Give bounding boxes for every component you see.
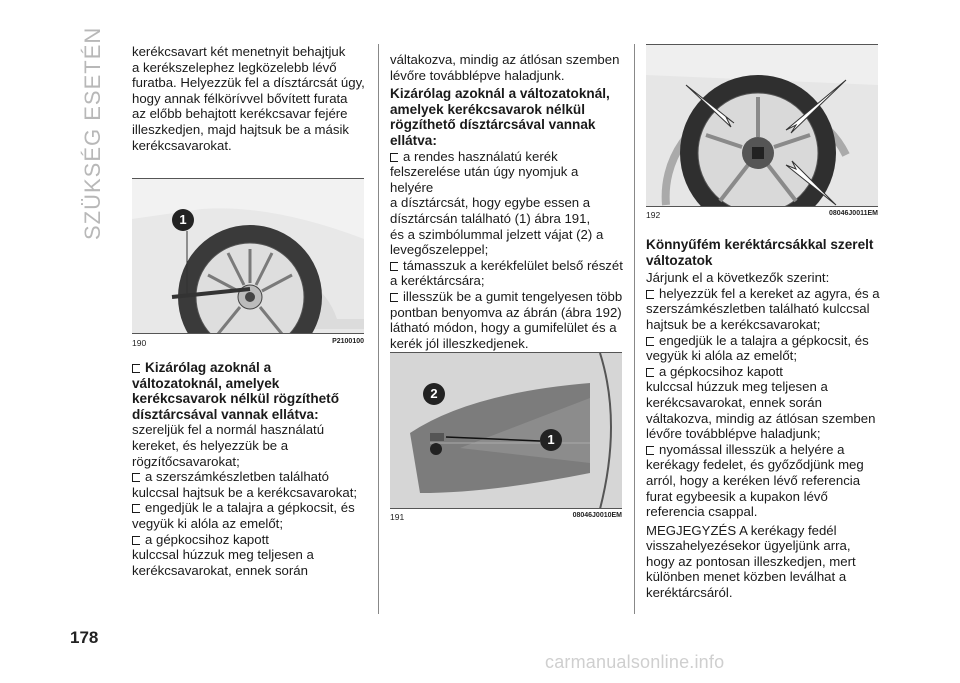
line-text: szerszámkészletben található kulccsal xyxy=(646,301,870,317)
text-line xyxy=(646,504,882,520)
line-text: kulccsal húzzuk meg teljesen a xyxy=(132,547,314,563)
line-text: pontban benyomva az ábrán (ábra 192) xyxy=(390,304,622,320)
line-text: és a szimbólummal jelzett vájat (2) a xyxy=(390,226,604,242)
line-text: Járjunk el a következők szerint: xyxy=(646,270,830,286)
intro-line: furatba. Helyezzük fel a dísztárcsát úgy, xyxy=(132,75,365,91)
bullet-item xyxy=(132,469,367,485)
bullet-item xyxy=(646,286,882,302)
line-text: a szerszámkészletben található xyxy=(145,469,329,485)
bullet-icon xyxy=(646,446,654,455)
line-text: kereket, és helyezzük be a xyxy=(132,437,289,453)
figure-192-caption xyxy=(646,210,878,220)
line-text: a gépkocsihoz kapott xyxy=(145,531,269,547)
column-divider-2 xyxy=(634,44,635,614)
alloy-wheel-illustration xyxy=(646,45,878,207)
line-text: engedjük le a talajra a gépkocsit, és xyxy=(659,332,869,348)
line-text: a keréktárcsára; xyxy=(390,273,485,289)
bullet-item xyxy=(646,333,882,349)
text-line xyxy=(390,305,625,321)
section-heading-text: változatok xyxy=(646,252,713,268)
bullet-icon xyxy=(646,337,654,346)
text-line xyxy=(646,301,882,317)
text-line xyxy=(646,457,882,473)
text-line xyxy=(132,422,367,438)
intro-line: váltakozva, mindig az átlósan szemben xyxy=(390,52,620,67)
line-text: referencia csappal. xyxy=(646,504,758,520)
figure-190 xyxy=(132,178,364,334)
text-line xyxy=(390,273,625,289)
text-line xyxy=(646,379,882,395)
side-title-text: SZÜKSÉG ESETÉN xyxy=(80,26,105,240)
bullet-item xyxy=(646,364,882,380)
bullet-item xyxy=(390,289,625,305)
section-heading xyxy=(646,253,882,269)
section-heading-text: kerékcsavarok nélkül rögzíthető xyxy=(132,391,340,407)
line-text: látható módon, hogy a gumifelület és a xyxy=(390,320,617,336)
line-text: kulccsal hajtsuk be a kerékcsavarokat; xyxy=(132,484,358,500)
text-line xyxy=(390,164,625,195)
line-text: nyomással illesszük a helyére a xyxy=(659,441,845,457)
section-heading-text: Könnyűfém keréktárcsákkal szerelt xyxy=(646,237,874,252)
tire-valve-illustration xyxy=(390,353,622,509)
col1-intro xyxy=(132,44,367,153)
callout-2: 2 xyxy=(423,383,445,405)
page-number: 178 xyxy=(70,628,99,647)
section-heading-text: dísztárcsával vannak ellátva: xyxy=(132,406,319,422)
section-heading-text: ellátva: xyxy=(390,132,437,148)
col3-body xyxy=(646,237,882,601)
text-line xyxy=(132,547,367,563)
line-text: furat egybeesik a kupakon lévő xyxy=(646,488,828,504)
section-heading xyxy=(390,102,625,118)
figure-190-caption xyxy=(132,338,364,348)
bullet-icon xyxy=(390,293,398,302)
note-line: visszahelyezésekor ügyeljünk arra, xyxy=(646,538,851,554)
bullet-item xyxy=(132,500,367,516)
text-line xyxy=(646,473,882,489)
section-heading-text: Kizárólag azoknál a változatoknál, xyxy=(390,86,610,102)
bullet-icon xyxy=(390,153,398,162)
intro-line: az előbb behajtott kerékcsavar fejére xyxy=(132,106,348,122)
bullet-icon xyxy=(132,473,140,482)
line-text: szereljük fel a normál használatú xyxy=(132,422,325,438)
text-line xyxy=(132,485,367,501)
line-text: vegyük ki alóla az emelőt; xyxy=(132,515,283,531)
figure-190-caption-rule xyxy=(132,333,364,334)
figure-191 xyxy=(390,352,622,509)
text-line xyxy=(132,516,367,532)
line-text: dísztárcsán található (1) ábra 191, xyxy=(390,210,591,226)
bullet-icon xyxy=(646,368,654,377)
text-line xyxy=(132,563,367,579)
bullet-item xyxy=(646,442,882,458)
note-line: hogy az pontosan illeszkedjen, mert xyxy=(646,553,856,569)
text-line xyxy=(390,320,625,336)
note-line: MEGJEGYZÉS A kerékagy fedél xyxy=(646,522,837,538)
wheel-cover-illustration xyxy=(132,179,364,334)
line-text: kerékagy fedelet, és győződjünk meg xyxy=(646,457,864,473)
line-text: helyezzük fel a kereket az agyra, és a xyxy=(659,285,880,301)
bullet-item xyxy=(390,149,625,165)
line-text: vegyük ki alóla az emelőt; xyxy=(646,348,797,364)
bullet-icon xyxy=(646,290,654,299)
bullet-icon xyxy=(132,364,140,373)
intro-line: kerékcsavarokat. xyxy=(132,137,232,153)
line-text: a gépkocsihoz kapott xyxy=(659,363,783,379)
line-text: kerékcsavarokat, ennek során xyxy=(132,562,308,578)
column-divider-1 xyxy=(378,44,379,614)
section-heading-text: amelyek kerékcsavarok nélkül xyxy=(390,101,585,117)
text-line xyxy=(390,227,625,243)
line-text: illesszük be a gumit tengelyesen több xyxy=(403,288,623,304)
figure-191-number: 191 xyxy=(390,512,405,522)
section-side-title xyxy=(80,26,110,240)
section-heading xyxy=(390,117,625,133)
intro-line: hogy annak félkörívvel bővített furata xyxy=(132,90,348,106)
section-heading xyxy=(390,133,625,149)
line-text: támasszuk a kerékfelület belső részét xyxy=(403,257,623,273)
bullet-icon xyxy=(390,262,398,271)
section-heading xyxy=(646,237,882,253)
figure-191-caption-rule xyxy=(390,508,622,509)
line-text: levegőszeleppel; xyxy=(390,242,489,258)
section-heading xyxy=(132,407,367,423)
text-line xyxy=(646,348,882,364)
section-heading xyxy=(132,376,367,392)
line-text: a dísztárcsát, hogy egybe essen a xyxy=(390,195,591,211)
intro-line: kerékcsavart két menetnyit behajtjuk xyxy=(132,44,346,59)
callout-1: 1 xyxy=(172,209,194,231)
col1-body xyxy=(132,360,367,578)
line-text: kerék jól illeszkedjenek. xyxy=(390,335,529,351)
section-heading xyxy=(132,360,367,376)
section-heading xyxy=(132,391,367,407)
bullet-item xyxy=(390,258,625,274)
figure-192 xyxy=(646,44,878,207)
line-text: arról, hogy a keréken lévő referencia xyxy=(646,472,861,488)
text-line xyxy=(390,195,625,211)
figure-192-caption-rule xyxy=(646,206,878,207)
col2-body xyxy=(390,52,625,351)
text-line xyxy=(132,454,367,470)
figure-191-code: 08046J0010EM xyxy=(572,512,622,519)
intro-line: a kerékszelephez legközelebb lévő xyxy=(132,59,337,75)
line-text: a rendes használatú kerék xyxy=(403,148,558,164)
bullet-icon xyxy=(132,504,140,513)
line-text: váltakozva, mindig az átlósan szemben xyxy=(646,410,876,426)
figure-190-number: 190 xyxy=(132,338,147,348)
text-line xyxy=(646,317,882,333)
text-line xyxy=(390,211,625,227)
intro-line: lévőre továbblépve haladjunk. xyxy=(390,67,565,83)
section-heading-text: rögzíthető dísztárcsával vannak xyxy=(390,117,596,133)
line-text: kulccsal húzzuk meg teljesen a xyxy=(646,379,828,395)
figure-192-code: 08046J0011EM xyxy=(828,210,878,217)
line-text: kerékcsavarokat, ennek során xyxy=(646,394,822,410)
text-line xyxy=(390,336,625,352)
bullet-icon xyxy=(132,536,140,545)
text-line xyxy=(390,242,625,258)
text-line xyxy=(646,489,882,505)
text-line xyxy=(132,438,367,454)
figure-191-caption xyxy=(390,512,622,522)
note-line: keréktárcsáról. xyxy=(646,585,733,601)
line-text: felszerelése után úgy nyomjuk a helyére xyxy=(390,164,579,195)
text-line xyxy=(646,270,882,286)
text-line xyxy=(646,411,882,427)
callout-1b: 1 xyxy=(540,429,562,451)
text-line xyxy=(646,395,882,411)
line-text: engedjük le a talajra a gépkocsit, és xyxy=(145,500,355,516)
figure-190-code: P2100100 xyxy=(332,338,364,345)
bullet-item xyxy=(132,532,367,548)
figure-192-number: 192 xyxy=(646,210,661,220)
section-heading-text: Kizárólag azoknál a xyxy=(145,360,272,375)
text-line xyxy=(646,426,882,442)
watermark: carmanualsonline.info xyxy=(545,652,725,672)
section-heading-text: változatoknál, amelyek xyxy=(132,375,280,391)
line-text: rögzítőcsavarokat; xyxy=(132,453,240,469)
line-text: lévőre továbblépve haladjunk; xyxy=(646,426,821,442)
line-text: hajtsuk be a kerékcsavarokat; xyxy=(646,316,821,332)
note-line: különben menet közben leválhat a xyxy=(646,569,847,585)
section-heading xyxy=(390,86,625,102)
intro-line: illeszkedjen, majd hajtsuk be a másik xyxy=(132,121,349,137)
